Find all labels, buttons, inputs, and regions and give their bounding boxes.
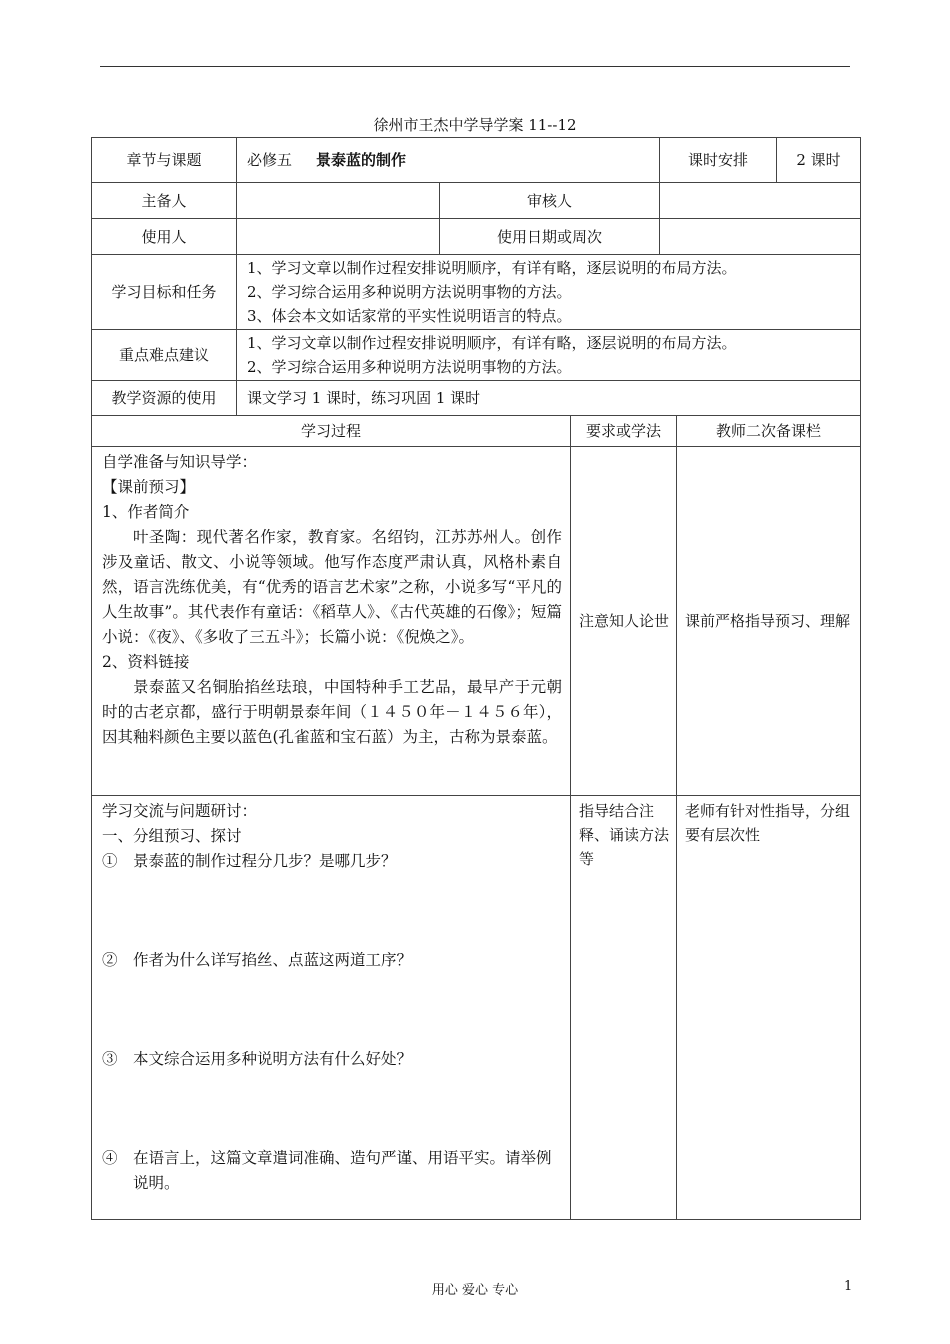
section1-content (92, 447, 571, 796)
resources-label: 教学资源的使用 (92, 381, 237, 416)
preparer-label: 主备人 (92, 183, 237, 219)
material-text: 景泰蓝又名铜胎掐丝珐琅，中国特种手工艺品，最早产于元朝时的古老京都，盛行于明朝景泰年间（１４５０年－１４５６年），因其釉料颜色主要以蓝色(孔雀蓝和宝石蓝）为主，古称为景泰蓝。 (102, 678, 562, 746)
question-2: ② 作者为什么详写掐丝、点蓝这两道工序？ (102, 951, 413, 969)
teacher-header: 教师二次备课栏 (677, 416, 861, 447)
section2-heading: 学习交流与问题研讨： (102, 802, 258, 820)
hours-value: 2 课时 (777, 138, 861, 183)
goal-item: 1、学习文章以制作过程安排说明顺序，有详有略，逐层说明的布局方法。 (247, 259, 737, 277)
material-heading: 2、资料链接 (102, 653, 190, 671)
method-header: 要求或学法 (571, 416, 677, 447)
key-points-label: 重点难点建议 (92, 330, 237, 381)
section2-sub: 一、分组预习、探讨 (102, 827, 242, 845)
document-title: 徐州市王杰中学导学案 11--12 (373, 116, 577, 134)
header-rule (100, 66, 850, 67)
resources-value: 课文学习 1 课时，练习巩固 1 课时 (237, 381, 861, 416)
key-points-content (237, 330, 861, 381)
footer-text: 用心 爱心 专心 (431, 1283, 519, 1298)
preview-heading: 【课前预习】 (102, 478, 196, 496)
date-value (660, 219, 861, 255)
section2-content (92, 796, 571, 1220)
chapter-course: 必修五 (247, 151, 293, 169)
date-label: 使用日期或周次 (440, 219, 660, 255)
section1-heading: 自学准备与知识导学： (102, 453, 258, 471)
preparer-value (237, 183, 440, 219)
reviewer-value (660, 183, 861, 219)
page-number: 1 (844, 1279, 853, 1294)
section2-teacher: 老师有针对性指导，分组要有层次性 (677, 796, 861, 1220)
goals-label: 学习目标和任务 (92, 255, 237, 330)
key-point-item: 2、学习综合运用多种说明方法说明事物的方法。 (247, 358, 572, 376)
chapter-value (237, 138, 660, 183)
chapter-label: 章节与课题 (92, 138, 237, 183)
question-4: ④ 在语言上，这篇文章遣词准确、造句严谨、用语平实。请举例说明。 (102, 1149, 552, 1192)
key-point-item: 1、学习文章以制作过程安排说明顺序，有详有略，逐层说明的布局方法。 (247, 334, 737, 352)
author-heading: 1、作者简介 (102, 503, 190, 521)
goals-content (237, 255, 861, 330)
question-1: ① 景泰蓝的制作过程分几步？是哪几步？ (102, 852, 397, 870)
user-value (237, 219, 440, 255)
process-table (91, 415, 861, 1220)
question-3: ③ 本文综合运用多种说明方法有什么好处？ (102, 1050, 413, 1068)
section1-teacher: 课前严格指导预习、理解 (677, 447, 861, 796)
section1-method: 注意知人论世 (571, 447, 677, 796)
user-label: 使用人 (92, 219, 237, 255)
author-text: 叶圣陶：现代著名作家，教育家。名绍钧，江苏苏州人。创作涉及童话、散文、小说等领域。他写作态度严肃认真，风格朴素自然，语言洗练优美，有“优秀的语言艺术家”之称，小说多写“平凡的人生故事”。其代表作有童话：《稻草人》、《古代英雄的石像》；短篇小说：《夜》、《多收了三五斗》；长篇小说：《倪焕之》。 (102, 528, 562, 646)
section2-method: 指导结合注释、诵读方法等 (571, 796, 677, 1220)
hours-label: 课时安排 (660, 138, 777, 183)
goal-item: 3、体会本文如话家常的平实性说明语言的特点。 (247, 307, 572, 325)
reviewer-label: 审核人 (440, 183, 660, 219)
chapter-title: 景泰蓝的制作 (316, 151, 407, 169)
process-header: 学习过程 (92, 416, 571, 447)
goal-item: 2、学习综合运用多种说明方法说明事物的方法。 (247, 283, 572, 301)
info-table (91, 137, 861, 416)
